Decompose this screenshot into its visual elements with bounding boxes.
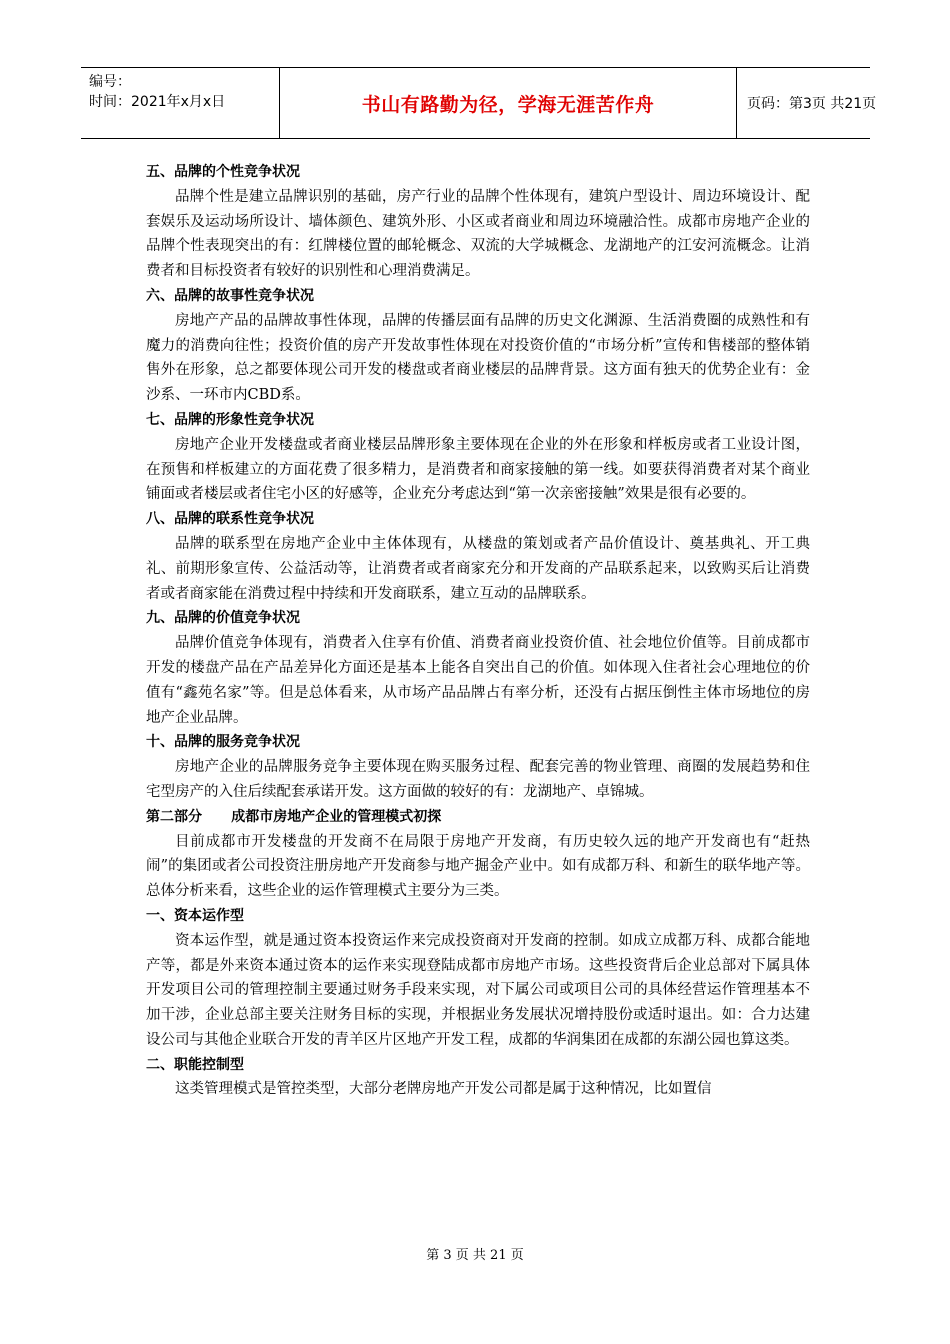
body-paragraph: 目前成都市开发楼盘的开发商不在局限于房地产开发商，有历史较久远的地产开发商也有“赶热闹”的集团或者公司投资注册房地产开发商参与地产掘金产业中。如有成都万科、和新生的联华地产等。总体分析来看，这些企业的运作管理模式主要分为三类。: [146, 833, 810, 900]
body-paragraph: 这类管理模式是管控类型，大部分老牌房地产开发公司都是属于这种情况，比如置信: [175, 1081, 712, 1098]
section-heading: 八、品牌的联系性竞争状况: [146, 511, 314, 528]
part-heading: 第二部分 成都市房地产企业的管理模式初探: [146, 808, 442, 825]
number-label: 编号：: [89, 74, 131, 90]
section-heading: 二、职能控制型: [146, 1056, 244, 1073]
section-heading: 一、资本运作型: [146, 907, 244, 924]
body-paragraph: 房地产企业的品牌服务竞争主要体现在购买服务过程、配套完善的物业管理、商圈的发展趋势和住宅型房产的入住后续配套承诺开发。这方面做的较好的有：龙湖地产、卓锦城。: [146, 759, 810, 800]
body-paragraph: 资本运作型，就是通过资本投资运作来完成投资商对开发商的控制。如成立成都万科、成都合能地产等，都是外来资本通过资本的运作来实现登陆成都市房地产市场。这些投资背后企业总部对下属具体开发项目公司的管理控制主要通过财务手段来实现，对下属公司或项目公司的具体经营运作管理基本不加干涉，企业总部主要关注财务目标的实现，并根据业务发展状况增持股份或适时退出。如：合力达建设公司与其他企业联合开发的青羊区片区地产开发工程，成都的华润集团在成都的东湖公园也算这类。: [146, 932, 810, 1048]
section-heading: 九、品牌的价值竞争状况: [146, 610, 300, 627]
section-heading: 七、品牌的形象性竞争状况: [146, 411, 314, 428]
section-heading: 十、品牌的服务竞争状况: [146, 734, 300, 751]
section-heading: 五、品牌的个性竞争状况: [146, 164, 300, 180]
body-paragraph: 房地产企业开发楼盘或者商业楼层品牌形象主要体现在企业的外在形象和样板房或者工业设计图，在预售和样板建立的方面花费了很多精力，是消费者和商家接触的第一线。如要获得消费者对某个商业铺面或者楼层或者住宅小区的好感等，企业充分考虑达到“第一次亲密接触”效果是很有必要的。: [146, 436, 810, 503]
body-paragraph: 房地产产品的品牌故事性体现，品牌的传播层面有品牌的历史文化渊源、生活消费圈的成熟性和有魔力的消费向往性；投资价值的房产开发故事性体现在对投资价值的“市场分析”宣传和售楼部的整体销售外在形象，总之都要体现公司开发的楼盘或者商业楼层的品牌背景。这方面有独天的优势企业有：金沙系、一环市内CBD系。: [146, 312, 810, 404]
header-motto: 书山有路勤为径，学海无涯苦作舟: [279, 68, 737, 138]
section-heading: 六、品牌的故事性竞争状况: [146, 287, 314, 304]
date-label: 时间：2021年x月x日: [89, 94, 226, 110]
body-paragraph: 品牌个性是建立品牌识别的基础，房产行业的品牌个性体现有，建筑户型设计、周边环境设计、配套娱乐及运动场所设计、墙体颜色、建筑外形、小区或者商业和周边环境融洽性。成都市房地产企业的品牌个性表现突出的有：红牌楼位置的邮轮概念、双流的大学城概念、龙湖地产的江安河流概念。让消费者和目标投资者有较好的识别性和心理消费满足。: [146, 188, 810, 280]
document-body: [146, 160, 810, 1102]
body-paragraph: 品牌的联系型在房地产企业中主体体现有，从楼盘的策划或者产品价值设计、奠基典礼、开工典礼、前期形象宣传、公益活动等，让消费者或者商家充分和开发商的产品联系起来，以致购买后让消费者或者商家能在消费过程中持续和开发商联系，建立互动的品牌联系。: [146, 535, 810, 602]
page-footer: 第 3 页 共 21 页: [426, 1248, 524, 1263]
body-paragraph: 品牌价值竞争体现有，消费者入住享有价值、消费者商业投资价值、社会地位价值等。目前成都市开发的楼盘产品在产品差异化方面还是基本上能各自突出自己的价值。如体现入住者社会心理地位的价值有“鑫苑名家”等。但是总体看来，从市场产品品牌占有率分析，还没有占据压倒性主体市场地位的房地产企业品牌。: [146, 635, 810, 726]
header-meta: [81, 68, 279, 142]
header-page-label: 页码：第3页 共21页: [747, 96, 877, 112]
page-header: [81, 67, 877, 139]
